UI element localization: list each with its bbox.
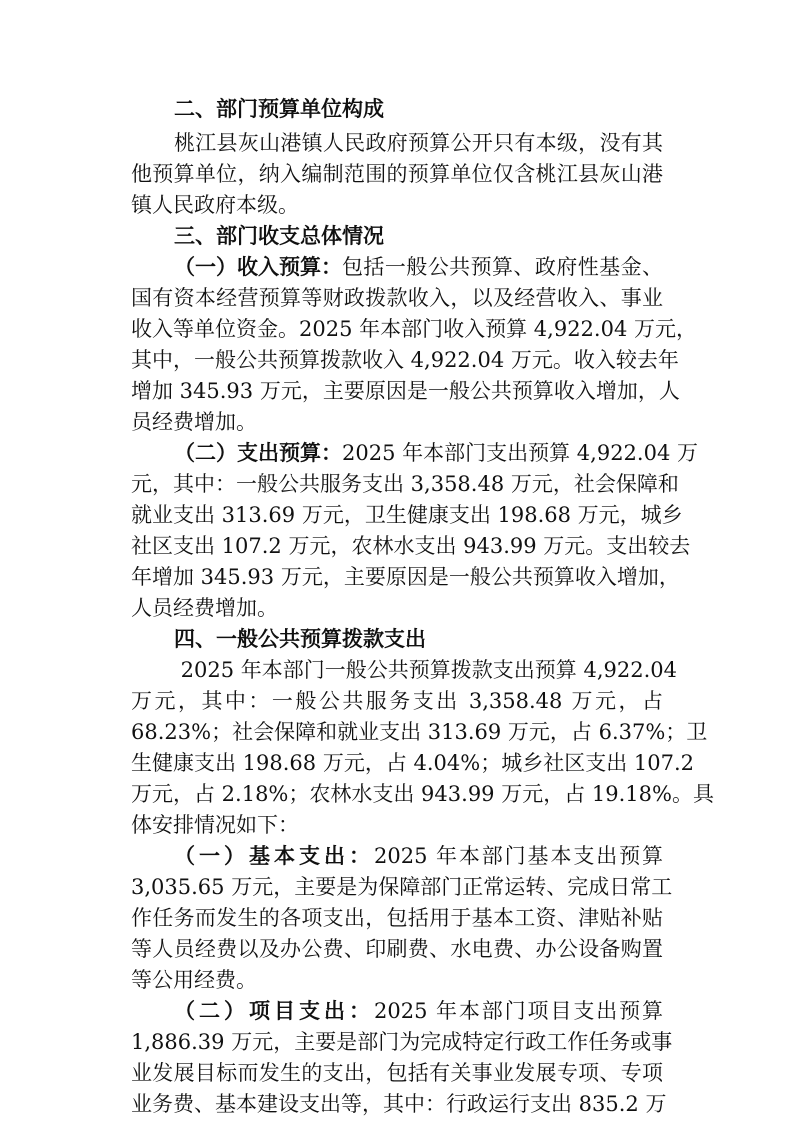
paragraph-line: 其中，一般公共预算拨款收入 4,922.04 万元。收入较去年	[131, 348, 679, 372]
paragraph-line: 元，其中：一般公共服务支出 3,358.48 万元，社会保障和	[131, 472, 679, 496]
paragraph-text: 2025 年本部门基本支出预算	[374, 844, 663, 868]
heading-revenue-expenditure: 三、部门收支总体情况	[174, 223, 384, 248]
paragraph-line: 人员经费增加。	[131, 596, 278, 620]
heading-unit-composition: 二、部门预算单位构成	[174, 96, 384, 121]
paragraph-line: 国有资本经营预算等财政拨款收入，以及经营收入、事业	[131, 286, 663, 310]
paragraph-line: 镇人民政府本级。	[131, 193, 299, 217]
paragraph-text: 包括一般公共预算、政府性基金、	[342, 255, 663, 279]
paragraph-line	[174, 839, 663, 873]
paragraph-line: 体安排情况如下：	[131, 813, 299, 837]
paragraph-line: 他预算单位，纳入编制范围的预算单位仅含桃江县灰山港	[131, 162, 663, 186]
paragraph-line: 作任务而发生的各项支出，包括用于基本工资、津贴补贴	[131, 906, 663, 930]
paragraph-text: 2025 年本部门项目支出预算	[374, 999, 663, 1023]
paragraph-line: 68.23%；社会保障和就业支出 313.69 万元，占 6.37%；卫	[131, 720, 708, 744]
paragraph-line: 业发展目标而发生的支出，包括有关事业发展专项、专项	[131, 1061, 663, 1085]
subheading-project-expenditure: （二）项目支出：	[174, 998, 374, 1023]
subheading-revenue-budget: （一）收入预算：	[174, 254, 342, 279]
paragraph-line: 生健康支出 198.68 万元，占 4.04%；城乡社区支出 107.2	[131, 751, 695, 775]
paragraph-line	[174, 436, 698, 470]
paragraph-line: 2025 年本部门一般公共预算拨款支出预算 4,922.04	[174, 658, 677, 682]
subheading-basic-expenditure: （一）基本支出：	[174, 843, 374, 868]
paragraph-line: 1,886.39 万元，主要是部门为完成特定行政工作任务或事	[131, 1030, 673, 1054]
paragraph-line: 3,035.65 万元，主要是为保障部门正常运转、完成日常工	[131, 875, 673, 899]
paragraph-line: 增加 345.93 万元，主要原因是一般公共预算收入增加，人	[131, 379, 680, 403]
paragraph-line: 万元，占 2.18%；农林水支出 943.99 万元，占 19.18%。具	[131, 782, 714, 806]
paragraph-line: 就业支出 313.69 万元，卫生健康支出 198.68 万元，城乡	[131, 503, 683, 527]
paragraph-line	[174, 250, 663, 284]
paragraph-line: 业务费、基本建设支出等，其中：行政运行支出 835.2 万	[131, 1092, 667, 1116]
paragraph-line: 桃江县灰山港镇人民政府预算公开只有本级，没有其	[174, 131, 663, 155]
paragraph-line: 年增加 345.93 万元，主要原因是一般公共预算收入增加，	[131, 565, 680, 589]
paragraph-line: 社区支出 107.2 万元，农林水支出 943.99 万元。支出较去	[131, 534, 691, 558]
paragraph-text: 2025 年本部门支出预算 4,922.04 万	[342, 441, 698, 465]
heading-general-public-budget: 四、一般公共预算拨款支出	[174, 626, 426, 651]
paragraph-line: 员经费增加。	[131, 410, 257, 434]
paragraph-line	[174, 994, 663, 1028]
paragraph-line: 等公用经费。	[131, 968, 257, 992]
paragraph-line: 收入等单位资金。2025 年本部门收入预算 4,922.04 万元，	[131, 317, 697, 341]
paragraph-line: 万元，其中：一般公共服务支出 3,358.48 万元，占	[131, 689, 663, 713]
subheading-expenditure-budget: （二）支出预算：	[174, 440, 342, 465]
paragraph-line: 等人员经费以及办公费、印刷费、水电费、办公设备购置	[131, 937, 663, 961]
